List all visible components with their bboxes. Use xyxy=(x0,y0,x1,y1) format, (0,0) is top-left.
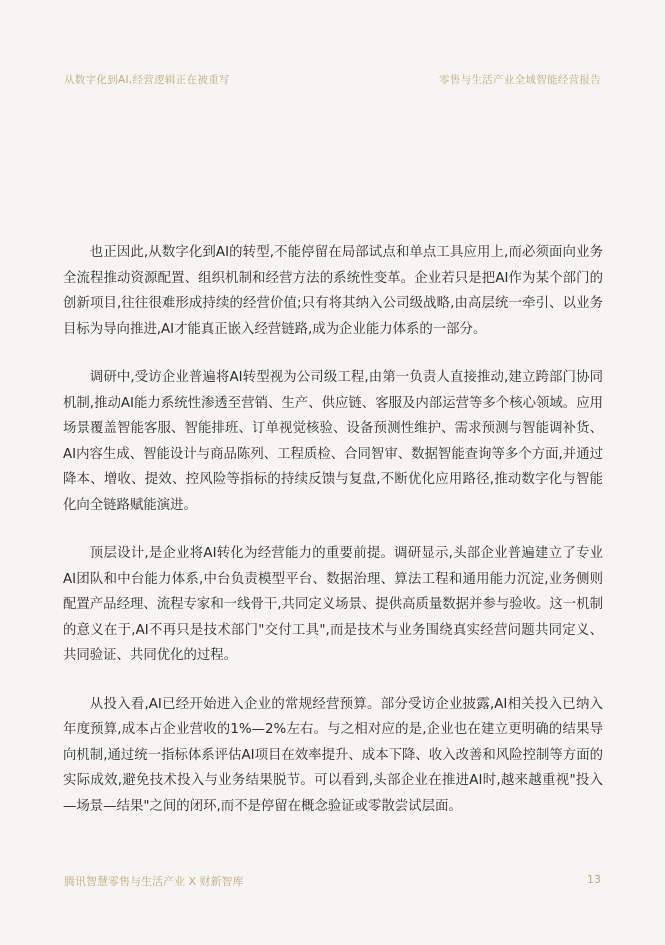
paragraph-4: 从投入看,AI已经开始进入企业的常规经营预算。部分受访企业披露,AI相关投入已纳入年度预算,成本占企业营收的1%—2%左右。与之相对应的是,企业也在建立更明确的结果导向机制,通过统一指标体系评估AI项目在效率提升、成本下降、收入改善和风险控制等方面的实际成效,避免技术投入与业务结果脱节。可以看到,头部企业在推进AI时,越来越重视"投入—场景—结果"之间的闭环,而不是停留在概念验证或零散尝试层面。 xyxy=(63,696,603,814)
paragraph-3: 顶层设计,是企业将AI转化为经营能力的重要前提。调研显示,头部企业普遍建立了专业AI团队和中台能力体系,中台负责模型平台、数据治理、算法工程和通用能力沉淀,业务侧则配置产品经理、流程专家和一线骨干,共同定义场景、提供高质量数据并参与验收。这一机制的意义在于,AI不再只是技术部门"交付工具",而是技术与业务围绕真实经营问题共同定义、共同验证、共同优化的过程。 xyxy=(63,546,603,663)
paragraph-1: 也正因此,从数字化到AI的转型,不能停留在局部试点和单点工具应用上,而必须面向业务全流程推动资源配置、组织机制和经营方法的系统性变革。企业若只是把AI作为某个部门的创新项目,往往很难形成持续的经营价值;只有将其纳入公司级战略,由高层统一牵引、以业务目标为导向推进,AI才能真正嵌入经营链路,成为企业能力体系的一部分。 xyxy=(63,245,603,337)
running-header-right: 零售与生活产业全域智能经营报告 xyxy=(439,74,601,86)
body-text xyxy=(63,240,603,842)
paragraph-2: 调研中,受访企业普遍将AI转型视为公司级工程,由第一负责人直接推动,建立跨部门协同机制,推动AI能力系统性渗透至营销、生产、供应链、客服及内部运营等多个核心领域。应用场景覆盖智能客服、智能排班、订单视觉核验、设备预测性维护、需求预测与智能调补货、AI内容生成、智能设计与商品陈列、工程质检、合同智审、数据智能查询等多个方面,并通过降本、增收、提效、控风险等指标的持续反馈与复盘,不断优化应用路径,推动数字化与智能化向全链路赋能演进。 xyxy=(63,370,603,513)
footer-publisher: 腾讯智慧零售与生活产业 X 财新智库 xyxy=(64,875,244,888)
page-number: 13 xyxy=(587,873,601,886)
page-footer xyxy=(64,873,601,889)
running-header-left: 从数字化到AI,经营逻辑正在被重写 xyxy=(64,74,230,86)
